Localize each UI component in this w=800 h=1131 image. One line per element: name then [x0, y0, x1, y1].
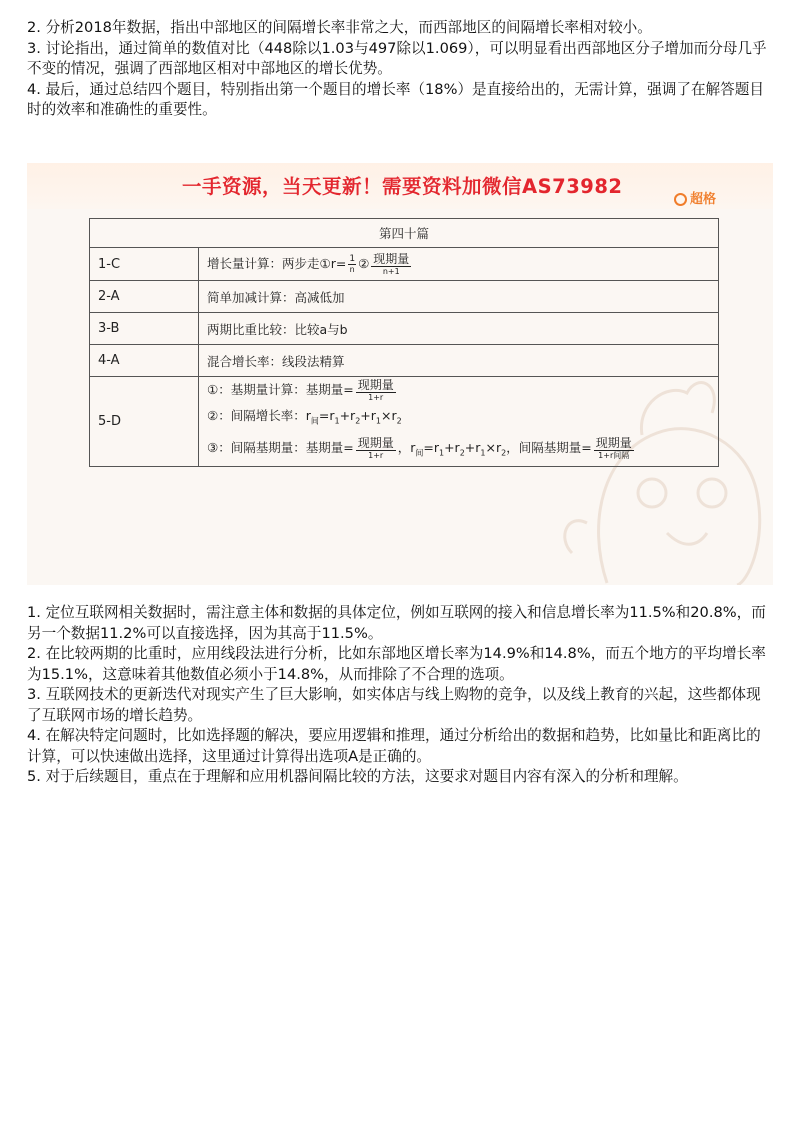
answer-table	[89, 218, 719, 467]
note-paragraph: 4. 在解决特定问题时，比如选择题的解决，要应用逻辑和推理，通过分析给出的数据和趋势，比如量比和距离比的计算，可以快速做出选择，这里通过计算得出选项A是正确的。	[27, 727, 761, 765]
note-paragraph: 2. 在比较两期的比重时，应用线段法进行分析，比如东部地区增长率为14.9%和14.8%，而五个地方的平均增长率为15.1%，这意味着其他数值必须小于14.8%，从而排除了不合理的选项。	[27, 645, 766, 683]
answer-cell: 3-B	[90, 313, 199, 345]
note-cell	[199, 377, 719, 467]
promo-banner	[27, 163, 773, 209]
note-paragraph: 3. 讨论指出，通过简单的数值对比（448除以1.03与497除以1.069），可以明显看出西部地区分子增加而分母几乎不变的情况，强调了西部地区相对中部地区的增长优势。	[27, 39, 767, 77]
bottom-notes	[27, 603, 775, 788]
answer-cell: 5-D	[90, 377, 199, 467]
table-row	[90, 377, 719, 467]
answer-cell: 1-C	[90, 248, 199, 281]
table-title: 第四十篇	[90, 219, 719, 248]
table-row	[90, 313, 719, 345]
note-paragraph: 2. 分析2018年数据，指出中部地区的间隔增长率非常之大，而西部地区的间隔增长率相对较小。	[27, 19, 652, 36]
banner-text: 一手资源，当天更新！需要资料加微信AS73982	[182, 175, 623, 198]
table-row	[90, 345, 719, 377]
note-cell: 混合增长率：线段法精算	[199, 345, 719, 377]
formula-line: ①：基期量计算：基期量= $\frac{\text{现期量}}{1+r}$	[207, 378, 394, 402]
brand-name: 超格	[690, 192, 717, 207]
note-cell: 增长量计算：两步走①r= $\frac{1}{n}$ ② $\frac{\text{现期量}}{n+1}$	[199, 248, 719, 281]
answer-cell: 2-A	[90, 281, 199, 313]
answer-figure	[27, 163, 773, 585]
brand-logo	[674, 188, 716, 207]
table-row	[90, 248, 719, 281]
note-paragraph: 5. 对于后续题目，重点在于理解和应用机器间隔比较的方法，这要求对题目内容有深入的分析和理解。	[27, 768, 688, 785]
note-cell: 简单加减计算：高减低加	[199, 281, 719, 313]
table-row	[90, 281, 719, 313]
top-notes	[27, 18, 775, 121]
brand-icon	[674, 193, 687, 206]
note-paragraph: 4. 最后，通过总结四个题目，特别指出第一个题目的增长率（18%）是直接给出的，无需计算，强调了在解答题目时的效率和准确性的重要性。	[27, 80, 764, 118]
answer-cell: 4-A	[90, 345, 199, 377]
note-paragraph: 3. 互联网技术的更新迭代对现实产生了巨大影响，如实体店与线上购物的竞争，以及线上教育的兴起，这些都体现了互联网市场的增长趋势。	[27, 686, 761, 724]
formula-line: ③：间隔基期量：基期量= $\frac{\text{现期量}}{1+r}$ ，$r_间=r_1+r_2+r_1\times r_2$，间隔基期量= $\frac{\text{现期量}}{\text{1+r间隔}}$	[207, 435, 632, 460]
note-cell: 两期比重比较：比较a与b	[199, 313, 719, 345]
note-paragraph: 1. 定位互联网相关数据时，需注意主体和数据的具体定位，例如互联网的接入和信息增长率为11.5%和20.8%，而另一个数据11.2%可以直接选择，因为其高于11.5%。	[27, 604, 766, 642]
formula-line: ②：间隔增长率：$r_间=r_1+r_2+r_1\times r_2$	[207, 408, 402, 426]
